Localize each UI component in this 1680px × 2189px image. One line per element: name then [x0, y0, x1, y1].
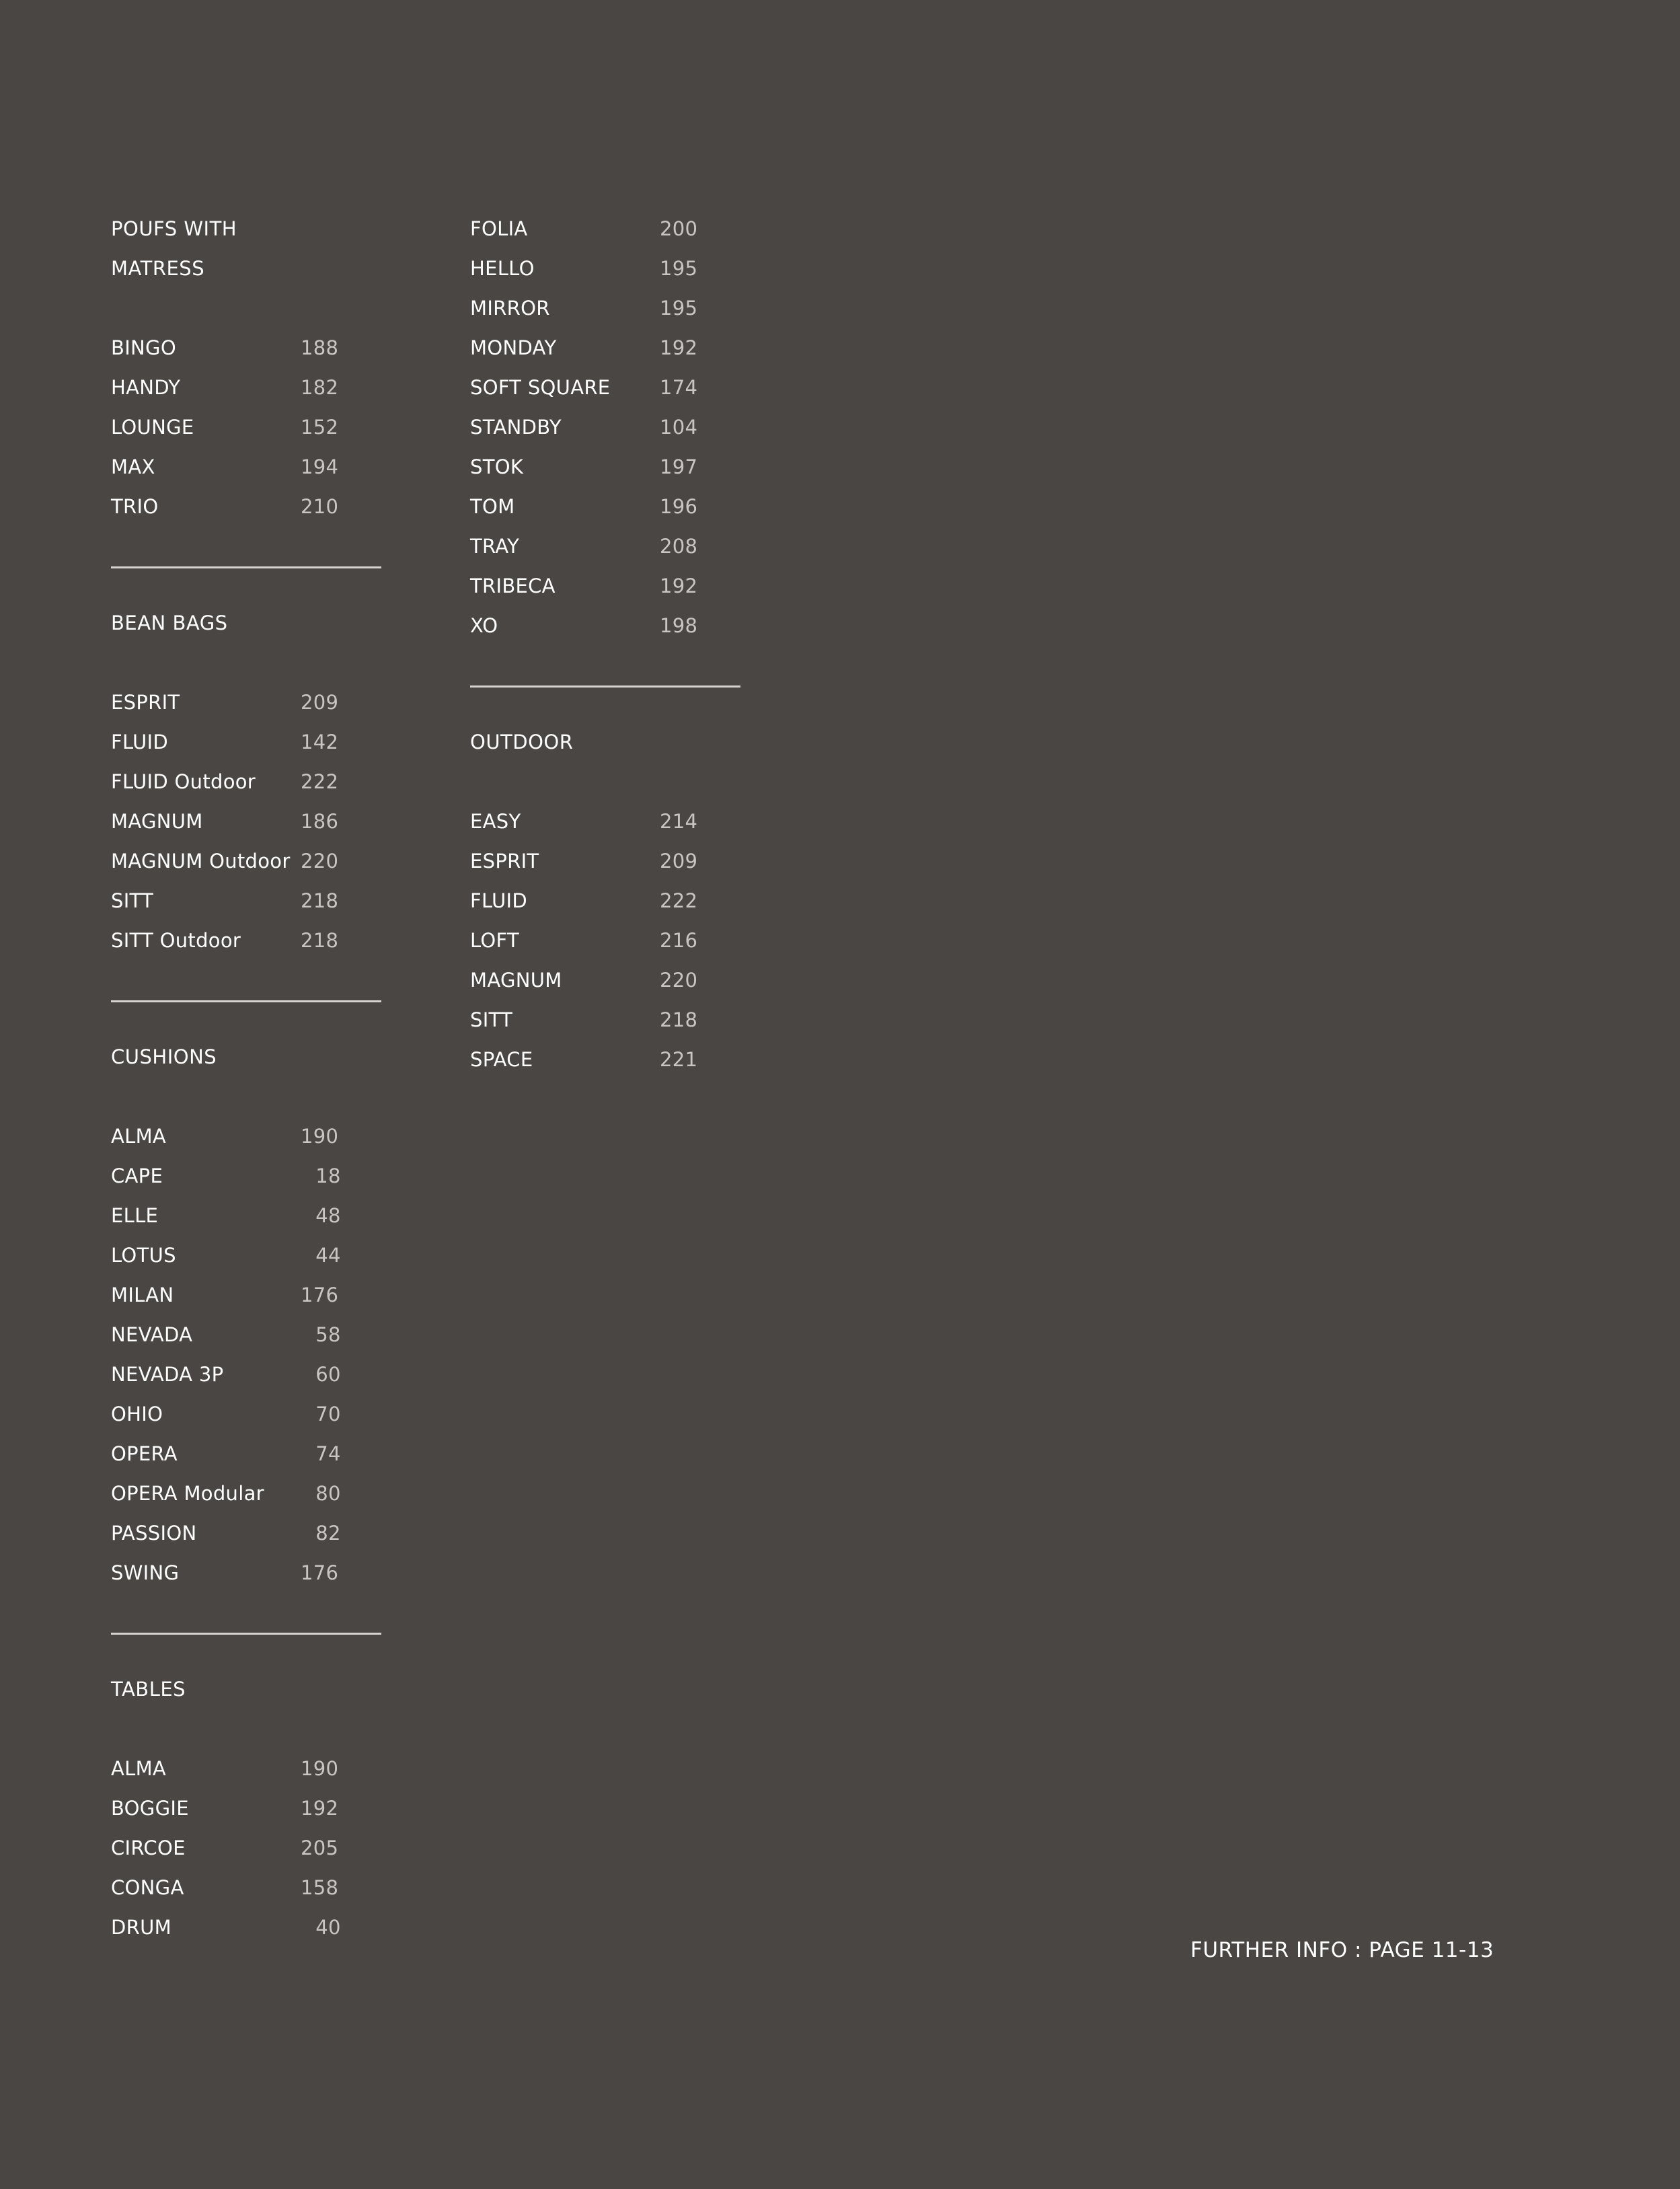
entry-page-number: 222 — [301, 770, 339, 793]
entry-name: BOGGIE — [111, 1797, 189, 1820]
entry-page-number: 104 — [660, 416, 698, 439]
index-entry-fluid — [470, 881, 740, 921]
index-entry-sitt — [111, 881, 381, 921]
entry-page-number: 197 — [660, 455, 698, 478]
index-entry-fluid-outdoor — [111, 762, 381, 802]
entry-name: OPERA — [111, 1442, 178, 1465]
entry-name: SITT Outdoor — [111, 929, 241, 952]
entry-page-number: 44 — [315, 1244, 341, 1267]
section-title — [111, 1037, 381, 1077]
entry-name: LOTUS — [111, 1244, 176, 1267]
entry-name: TRAY — [470, 535, 520, 558]
entry-page-number: 176 — [301, 1284, 339, 1306]
entry-name: SITT — [470, 1008, 513, 1031]
index-entry-handy — [111, 368, 381, 408]
section-title-line: POUFS WITH — [111, 217, 237, 240]
index-entry-space — [470, 1040, 740, 1080]
section-title — [111, 209, 381, 289]
index-entry-hello — [470, 249, 740, 289]
index-section — [111, 1670, 381, 1947]
entry-page-number: 194 — [301, 455, 339, 478]
index-entry-nevada — [111, 1315, 381, 1355]
entry-name: BINGO — [111, 336, 176, 359]
entry-page-number: 216 — [660, 929, 698, 952]
entry-page-number: 18 — [315, 1164, 341, 1187]
index-entry-elle — [111, 1196, 381, 1236]
entry-name: ALMA — [111, 1757, 167, 1780]
index-entry-max — [111, 447, 381, 487]
entry-name: FLUID — [111, 731, 169, 753]
entry-page-number: 218 — [660, 1008, 698, 1031]
entry-page-number: 200 — [660, 217, 698, 240]
entry-name: CAPE — [111, 1164, 163, 1187]
entry-page-number: 158 — [301, 1876, 339, 1899]
entry-page-number: 190 — [301, 1757, 339, 1780]
entry-name: ESPRIT — [111, 691, 180, 714]
section-divider — [111, 566, 381, 568]
index-entry-magnum — [111, 802, 381, 842]
entry-name: SITT — [111, 889, 154, 912]
section-divider — [470, 685, 740, 688]
entry-name: CONGA — [111, 1876, 184, 1899]
index-entry-loft — [470, 921, 740, 961]
entry-page-number: 74 — [315, 1442, 341, 1465]
entry-page-number: 218 — [301, 889, 339, 912]
entry-page-number: 210 — [301, 495, 339, 518]
index-entry-tray — [470, 527, 740, 566]
entry-name: OPERA Modular — [111, 1482, 264, 1505]
index-column-left — [111, 209, 381, 1947]
index-entry-drum — [111, 1908, 381, 1947]
index-entry-conga — [111, 1868, 381, 1908]
entry-page-number: 188 — [301, 336, 339, 359]
index-entry-fluid — [111, 722, 381, 762]
entry-page-number: 195 — [660, 257, 698, 280]
entry-name: MONDAY — [470, 336, 557, 359]
entry-name: OHIO — [111, 1403, 163, 1425]
index-entry-soft-square — [470, 368, 740, 408]
index-entry-standby — [470, 408, 740, 447]
entry-name: LOFT — [470, 929, 520, 952]
index-entry-opera — [111, 1434, 381, 1474]
entry-name: NEVADA — [111, 1323, 193, 1346]
section-title-line: CUSHIONS — [111, 1045, 217, 1068]
index-entry-boggie — [111, 1789, 381, 1828]
entry-name: SPACE — [470, 1048, 533, 1071]
entry-name: ELLE — [111, 1204, 159, 1227]
entry-page-number: 218 — [301, 929, 339, 952]
entry-name: LOUNGE — [111, 416, 194, 439]
entry-name: MAGNUM — [470, 969, 562, 992]
index-entry-cape — [111, 1156, 381, 1196]
index-entry-alma — [111, 1117, 381, 1156]
index-entry-trio — [111, 487, 381, 527]
entry-page-number: 70 — [315, 1403, 341, 1425]
entry-page-number: 205 — [301, 1836, 339, 1859]
entry-name: MIRROR — [470, 297, 550, 320]
entry-page-number: 221 — [660, 1048, 698, 1071]
entry-name: CIRCOE — [111, 1836, 186, 1859]
entry-name: SOFT SQUARE — [470, 376, 611, 399]
entry-page-number: 192 — [660, 574, 698, 597]
index-section — [470, 209, 740, 646]
section-title-line: BEAN BAGS — [111, 611, 228, 634]
entry-page-number: 209 — [301, 691, 339, 714]
entry-page-number: 220 — [301, 850, 339, 873]
entry-name: MAGNUM Outdoor — [111, 850, 291, 873]
entry-name: SWING — [111, 1561, 180, 1584]
section-title-line: TABLES — [111, 1678, 186, 1701]
index-entry-stok — [470, 447, 740, 487]
section-title-line: MATRESS — [111, 257, 205, 280]
index-section — [111, 209, 381, 527]
index-entry-xo — [470, 606, 740, 646]
index-entry-alma — [111, 1749, 381, 1789]
entry-name: EASY — [470, 810, 521, 833]
entry-name: TRIO — [111, 495, 159, 518]
index-entry-easy — [470, 802, 740, 842]
index-section — [470, 722, 740, 1080]
entry-page-number: 214 — [660, 810, 698, 833]
index-entry-tribeca — [470, 566, 740, 606]
entry-page-number: 222 — [660, 889, 698, 912]
index-entry-monday — [470, 328, 740, 368]
entry-page-number: 176 — [301, 1561, 339, 1584]
entry-page-number: 198 — [660, 614, 698, 637]
index-entry-lounge — [111, 408, 381, 447]
index-entry-sitt — [470, 1000, 740, 1040]
entry-name: HANDY — [111, 376, 181, 399]
section-title — [470, 722, 740, 762]
further-info-note: FURTHER INFO : PAGE 11-13 — [1190, 1938, 1494, 1962]
entry-name: MILAN — [111, 1284, 174, 1306]
entry-page-number: 192 — [660, 336, 698, 359]
entry-name: TOM — [470, 495, 515, 518]
index-entry-swing — [111, 1553, 381, 1593]
entry-page-number: 82 — [315, 1522, 341, 1545]
entry-page-number: 60 — [315, 1363, 341, 1386]
index-section — [111, 603, 381, 961]
entry-page-number: 192 — [301, 1797, 339, 1820]
index-section — [111, 1037, 381, 1593]
index-entry-mirror — [470, 289, 740, 328]
index-entry-magnum — [470, 961, 740, 1000]
entry-name: FLUID — [470, 889, 528, 912]
entry-page-number: 142 — [301, 731, 339, 753]
entry-name: FOLIA — [470, 217, 528, 240]
index-entry-nevada-3p — [111, 1355, 381, 1395]
entry-name: ALMA — [111, 1125, 167, 1148]
section-title-line: OUTDOOR — [470, 731, 574, 753]
entry-name: DRUM — [111, 1916, 171, 1939]
entry-page-number: 40 — [315, 1916, 341, 1939]
section-title — [111, 1670, 381, 1709]
entry-page-number: 182 — [301, 376, 339, 399]
entry-page-number: 209 — [660, 850, 698, 873]
entry-page-number: 208 — [660, 535, 698, 558]
index-entry-bingo — [111, 328, 381, 368]
entry-name: PASSION — [111, 1522, 197, 1545]
entry-name: TRIBECA — [470, 574, 556, 597]
entry-name: NEVADA 3P — [111, 1363, 224, 1386]
entry-name: HELLO — [470, 257, 535, 280]
index-entry-folia — [470, 209, 740, 249]
entry-page-number: 196 — [660, 495, 698, 518]
index-entry-passion — [111, 1514, 381, 1553]
index-column-middle — [470, 209, 740, 1080]
entry-name: MAGNUM — [111, 810, 203, 833]
index-entry-esprit — [470, 842, 740, 881]
entry-page-number: 220 — [660, 969, 698, 992]
entry-name: STOK — [470, 455, 524, 478]
index-entry-circoe — [111, 1828, 381, 1868]
entry-page-number: 174 — [660, 376, 698, 399]
entry-name: STANDBY — [470, 416, 562, 439]
index-entry-ohio — [111, 1395, 381, 1434]
entry-page-number: 58 — [315, 1323, 341, 1346]
index-entry-opera-modular — [111, 1474, 381, 1514]
index-entry-esprit — [111, 683, 381, 722]
entry-page-number: 186 — [301, 810, 339, 833]
section-divider — [111, 1633, 381, 1635]
section-title — [111, 603, 381, 643]
index-entry-magnum-outdoor — [111, 842, 381, 881]
entry-page-number: 190 — [301, 1125, 339, 1148]
index-entry-lotus — [111, 1236, 381, 1275]
entry-name: MAX — [111, 455, 155, 478]
entry-page-number: 48 — [315, 1204, 341, 1227]
section-divider — [111, 1000, 381, 1002]
entry-page-number: 80 — [315, 1482, 341, 1505]
index-entry-milan — [111, 1275, 381, 1315]
entry-name: ESPRIT — [470, 850, 539, 873]
index-entry-tom — [470, 487, 740, 527]
entry-name: FLUID Outdoor — [111, 770, 256, 793]
entry-page-number: 195 — [660, 297, 698, 320]
index-entry-sitt-outdoor — [111, 921, 381, 961]
entry-page-number: 152 — [301, 416, 339, 439]
entry-name: XO — [470, 614, 498, 637]
